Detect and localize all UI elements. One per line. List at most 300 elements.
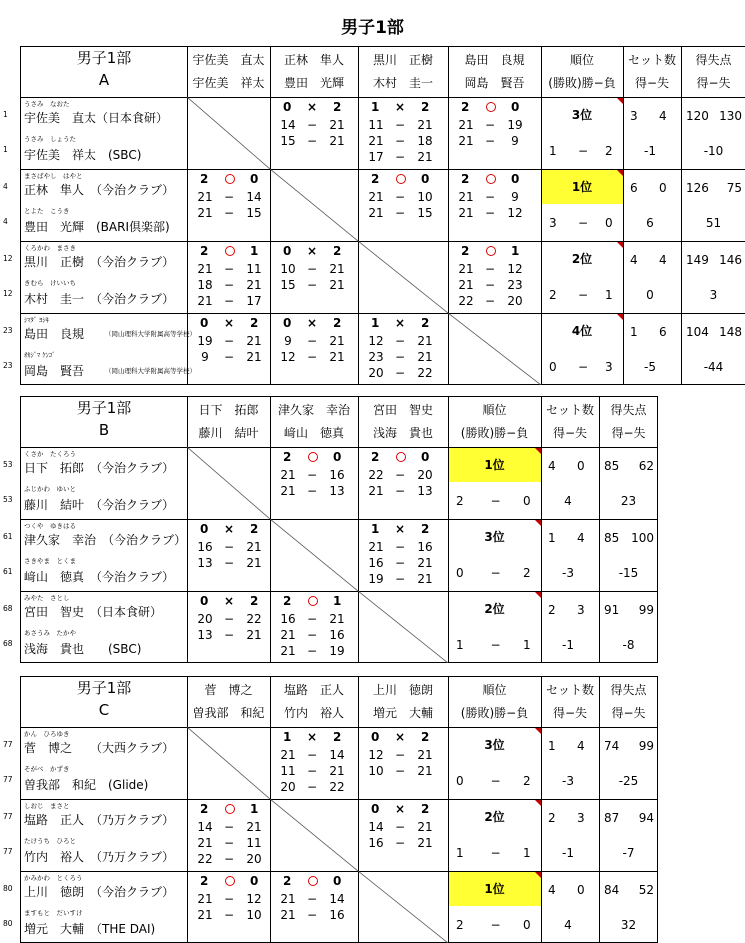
match-score-left: 2 bbox=[200, 802, 209, 816]
summary-subheader: 得−失 bbox=[611, 706, 646, 720]
game-score-a: 21 bbox=[458, 278, 474, 292]
match-result-mark: × bbox=[307, 316, 318, 330]
summary-subheader: 得−失 bbox=[552, 426, 588, 440]
game-score-a: 19 bbox=[368, 572, 384, 586]
player-name: 浅海 貴也 (SBC) bbox=[24, 642, 142, 656]
match-score-right: 1 bbox=[511, 244, 520, 258]
game-dash: − bbox=[307, 780, 318, 794]
game-score-a: 17 bbox=[368, 150, 384, 164]
summary-header: セット数 bbox=[545, 683, 594, 697]
game-dash: − bbox=[395, 118, 406, 132]
player-name: 宮田 智史 （日本食研） bbox=[24, 605, 163, 619]
game-score-b: 14 bbox=[246, 190, 262, 204]
player-kana: かん ひろゆき bbox=[24, 730, 70, 738]
player-kana: うさみ なおた bbox=[24, 100, 70, 108]
summary-subheader: 得−失 bbox=[696, 76, 731, 90]
record-dash: − bbox=[490, 494, 501, 508]
game-dash: − bbox=[395, 190, 406, 204]
game-score-b: 21 bbox=[246, 350, 262, 364]
game-score-b: 17 bbox=[246, 294, 262, 308]
game-score-a: 21 bbox=[458, 118, 474, 132]
self-match-diagonal bbox=[187, 447, 270, 519]
header-divider bbox=[21, 447, 657, 448]
sets-lost: 0 bbox=[577, 883, 585, 897]
points-won: 120 bbox=[686, 109, 709, 123]
sets-diff: 4 bbox=[564, 918, 572, 932]
game-score-b: 21 bbox=[246, 540, 262, 554]
match-score-right: 0 bbox=[333, 450, 342, 464]
sets-lost: 4 bbox=[577, 531, 585, 545]
opponent-header-1: 宮田 智史 bbox=[372, 403, 433, 417]
game-score-a: 19 bbox=[197, 334, 213, 348]
sets-won: 1 bbox=[548, 531, 556, 545]
game-score-a: 14 bbox=[368, 820, 384, 834]
game-score-a: 21 bbox=[280, 628, 296, 642]
game-dash: − bbox=[307, 334, 318, 348]
win-circle-icon bbox=[308, 876, 318, 886]
game-dash: − bbox=[485, 206, 496, 220]
game-dash: − bbox=[307, 484, 318, 498]
game-score-a: 21 bbox=[197, 206, 213, 220]
game-score-a: 21 bbox=[458, 134, 474, 148]
match-score-left: 0 bbox=[283, 316, 292, 330]
rank: 1位 bbox=[484, 458, 505, 472]
points-lost: 146 bbox=[719, 253, 742, 267]
game-dash: − bbox=[395, 134, 406, 148]
game-score-b: 21 bbox=[417, 118, 433, 132]
sets-diff: -3 bbox=[562, 774, 574, 788]
game-score-b: 21 bbox=[329, 764, 345, 778]
game-score-a: 23 bbox=[368, 350, 384, 364]
group-table-B bbox=[3, 396, 658, 663]
points-lost: 99 bbox=[638, 603, 654, 617]
points-lost: 130 bbox=[719, 109, 742, 123]
match-score-left: 2 bbox=[283, 874, 292, 888]
player-kana: まさばやし はやと bbox=[24, 172, 83, 180]
player-name: 島田 良規 bbox=[24, 327, 85, 341]
win-circle-icon bbox=[396, 452, 406, 462]
game-score-b: 22 bbox=[246, 612, 262, 626]
game-score-a: 21 bbox=[280, 908, 296, 922]
seed-number: 12 bbox=[3, 289, 13, 298]
game-dash: − bbox=[224, 908, 235, 922]
record-dash: − bbox=[578, 144, 589, 158]
opponent-header-2: 﨑山 徳真 bbox=[283, 426, 344, 440]
game-score-b: 19 bbox=[329, 644, 345, 658]
sets-diff: -3 bbox=[562, 566, 574, 580]
player-kana: ｵｶｼﾞﾏ ｹﾝｺﾞ bbox=[24, 351, 56, 359]
losses: 1 bbox=[523, 638, 531, 652]
row-divider bbox=[21, 169, 745, 170]
game-score-b: 18 bbox=[417, 134, 433, 148]
match-score-left: 0 bbox=[200, 316, 209, 330]
points-won: 85 bbox=[604, 531, 620, 545]
game-dash: − bbox=[307, 278, 318, 292]
block-name: 男子1部 bbox=[76, 399, 132, 417]
comment-flag-icon bbox=[617, 170, 623, 176]
comment-flag-icon bbox=[535, 728, 541, 734]
summary-subheader: 得−失 bbox=[634, 76, 670, 90]
block-name: 男子1部 bbox=[76, 679, 132, 697]
points-diff: -44 bbox=[703, 360, 724, 374]
seed-number: 80 bbox=[3, 919, 13, 928]
summary-subheader: (勝敗)勝−負 bbox=[460, 426, 529, 440]
rank: 2位 bbox=[571, 252, 593, 266]
points-diff: 3 bbox=[709, 288, 718, 302]
player-name: 塩路 正人 （乃万クラブ） bbox=[24, 813, 175, 827]
game-score-a: 14 bbox=[280, 118, 296, 132]
self-match-diagonal bbox=[358, 241, 448, 313]
record-dash: − bbox=[490, 638, 501, 652]
match-result-mark: × bbox=[307, 100, 318, 114]
wins: 0 bbox=[549, 360, 557, 374]
game-score-b: 21 bbox=[417, 334, 433, 348]
win-circle-icon bbox=[486, 174, 496, 184]
losses: 1 bbox=[605, 288, 613, 302]
game-score-a: 15 bbox=[280, 278, 296, 292]
opponent-header-1: 津久家 幸治 bbox=[277, 403, 350, 417]
game-score-a: 16 bbox=[368, 556, 384, 570]
match-score-right: 1 bbox=[250, 244, 259, 258]
seed-number: 68 bbox=[3, 604, 13, 613]
comment-flag-icon bbox=[617, 98, 623, 104]
match-score-right: 2 bbox=[421, 802, 430, 816]
wins: 0 bbox=[456, 566, 464, 580]
sets-won: 4 bbox=[630, 253, 638, 267]
game-score-b: 21 bbox=[329, 334, 345, 348]
points-diff: -7 bbox=[622, 846, 635, 860]
sets-won: 4 bbox=[548, 459, 556, 473]
points-lost: 100 bbox=[631, 531, 654, 545]
opponent-header-2: 豊田 光輝 bbox=[283, 76, 344, 90]
game-dash: − bbox=[307, 748, 318, 762]
page-title: 男子1部 bbox=[341, 18, 404, 38]
player-kana: ｼﾏﾀﾞ ﾖｼｷ bbox=[24, 316, 49, 324]
points-won: 74 bbox=[604, 739, 620, 753]
match-score-left: 2 bbox=[283, 450, 292, 464]
game-dash: − bbox=[307, 262, 318, 276]
seed-number: 80 bbox=[3, 884, 13, 893]
game-dash: − bbox=[395, 468, 406, 482]
game-dash: − bbox=[395, 484, 406, 498]
wins: 0 bbox=[456, 774, 464, 788]
game-score-b: 21 bbox=[246, 820, 262, 834]
game-dash: − bbox=[307, 612, 318, 626]
game-dash: − bbox=[224, 540, 235, 554]
opponent-header-2: 曽我部 和紀 bbox=[192, 706, 265, 720]
game-score-a: 22 bbox=[197, 852, 213, 866]
points-won: 87 bbox=[604, 811, 620, 825]
opponent-header-1: 日下 拓郎 bbox=[198, 403, 259, 417]
rank: 1位 bbox=[571, 180, 593, 194]
match-score-left: 0 bbox=[200, 594, 209, 608]
summary-subheader: (勝敗)勝−負 bbox=[460, 706, 529, 720]
seed-number: 23 bbox=[3, 361, 13, 370]
player-name: 竹内 裕人 （乃万クラブ） bbox=[24, 850, 175, 864]
game-score-a: 18 bbox=[197, 278, 213, 292]
game-score-b: 21 bbox=[417, 556, 433, 570]
game-score-a: 21 bbox=[368, 190, 384, 204]
points-lost: 75 bbox=[726, 181, 742, 195]
player-name: 曽我部 和紀 (Glide) bbox=[24, 778, 149, 792]
player-name: 日下 拓郎 （今治クラブ） bbox=[24, 461, 175, 475]
summary-header: 得失点 bbox=[610, 683, 647, 697]
game-score-b: 20 bbox=[507, 294, 523, 308]
match-score-left: 0 bbox=[283, 100, 292, 114]
game-dash: − bbox=[485, 278, 496, 292]
group-table-C bbox=[3, 676, 658, 943]
sets-lost: 4 bbox=[577, 739, 585, 753]
match-score-right: 2 bbox=[333, 244, 342, 258]
points-lost: 52 bbox=[638, 883, 654, 897]
points-lost: 62 bbox=[638, 459, 654, 473]
game-score-b: 9 bbox=[511, 134, 519, 148]
player-kana: さきやま とくま bbox=[24, 557, 76, 565]
rank: 2位 bbox=[484, 810, 505, 824]
points-won: 104 bbox=[686, 325, 709, 339]
game-score-a: 21 bbox=[458, 262, 474, 276]
seed-number: 12 bbox=[3, 254, 13, 263]
match-score-right: 2 bbox=[421, 100, 430, 114]
opponent-header-2: 木村 圭一 bbox=[372, 76, 433, 90]
game-score-b: 16 bbox=[329, 468, 345, 482]
wins: 3 bbox=[549, 216, 557, 230]
match-score-left: 2 bbox=[200, 244, 209, 258]
opponent-header-1: 上川 徳朗 bbox=[372, 683, 433, 697]
match-score-left: 2 bbox=[461, 244, 470, 258]
seed-number: 77 bbox=[3, 847, 13, 856]
match-score-left: 1 bbox=[371, 522, 380, 536]
opponent-header-1: 菅 博之 bbox=[204, 683, 253, 697]
self-match-diagonal bbox=[270, 169, 358, 241]
game-dash: − bbox=[307, 764, 318, 778]
group-letter: C bbox=[98, 701, 110, 719]
match-score-left: 2 bbox=[461, 172, 470, 186]
player-name: 豊田 光輝 (BARI倶楽部) bbox=[24, 220, 170, 234]
game-dash: − bbox=[395, 556, 406, 570]
match-score-right: 2 bbox=[333, 316, 342, 330]
comment-flag-icon bbox=[535, 872, 541, 878]
game-score-a: 21 bbox=[368, 134, 384, 148]
sets-lost: 6 bbox=[659, 325, 667, 339]
game-score-a: 21 bbox=[280, 484, 296, 498]
player-kana: あさうみ たかや bbox=[24, 629, 76, 637]
rank: 2位 bbox=[484, 602, 505, 616]
game-dash: − bbox=[485, 262, 496, 276]
match-score-left: 2 bbox=[371, 172, 380, 186]
self-match-diagonal bbox=[448, 313, 541, 385]
points-lost: 99 bbox=[638, 739, 654, 753]
game-score-a: 21 bbox=[197, 190, 213, 204]
player-kana: しおじ まさと bbox=[24, 802, 70, 810]
player-name: 藤川 結叶 （今治クラブ） bbox=[24, 498, 175, 512]
game-score-a: 21 bbox=[368, 206, 384, 220]
opponent-header-1: 宇佐美 直太 bbox=[192, 53, 265, 67]
seed-number: 53 bbox=[3, 495, 13, 504]
match-result-mark: × bbox=[395, 316, 406, 330]
points-won: 126 bbox=[686, 181, 709, 195]
game-dash: − bbox=[307, 468, 318, 482]
player-name: 岡島 賢吾 bbox=[24, 364, 85, 378]
player-kana: ふじかわ ゆいと bbox=[24, 485, 76, 493]
record-dash: − bbox=[578, 216, 589, 230]
sets-lost: 4 bbox=[659, 253, 667, 267]
seed-number: 1 bbox=[3, 110, 8, 119]
game-dash: − bbox=[395, 150, 406, 164]
points-lost: 148 bbox=[719, 325, 742, 339]
game-score-b: 21 bbox=[246, 334, 262, 348]
game-score-a: 16 bbox=[280, 612, 296, 626]
opponent-header-2: 宇佐美 祥太 bbox=[192, 76, 265, 90]
player-kana: そがべ かずき bbox=[24, 765, 70, 773]
game-score-b: 19 bbox=[507, 118, 523, 132]
seed-number: 61 bbox=[3, 532, 13, 541]
points-diff: 23 bbox=[620, 494, 637, 508]
game-dash: − bbox=[224, 278, 235, 292]
sets-diff: -1 bbox=[562, 638, 574, 652]
sets-won: 4 bbox=[548, 883, 556, 897]
game-score-a: 21 bbox=[197, 892, 213, 906]
game-score-b: 9 bbox=[511, 190, 519, 204]
game-score-b: 21 bbox=[417, 748, 433, 762]
comment-flag-icon bbox=[535, 520, 541, 526]
game-dash: − bbox=[224, 892, 235, 906]
rank: 1位 bbox=[484, 882, 505, 896]
game-dash: − bbox=[485, 190, 496, 204]
game-dash: − bbox=[485, 294, 496, 308]
match-score-right: 0 bbox=[250, 172, 259, 186]
group-table-A bbox=[3, 46, 745, 385]
game-score-a: 21 bbox=[197, 262, 213, 276]
record-dash: − bbox=[490, 846, 501, 860]
game-score-b: 21 bbox=[417, 350, 433, 364]
losses: 2 bbox=[523, 566, 531, 580]
player-kana: ますもと だいすけ bbox=[24, 909, 83, 917]
opponent-header-1: 黒川 正樹 bbox=[372, 53, 433, 67]
match-result-mark: × bbox=[395, 522, 406, 536]
sets-won: 1 bbox=[548, 739, 556, 753]
match-score-right: 0 bbox=[511, 100, 520, 114]
match-score-right: 2 bbox=[421, 316, 430, 330]
player-club: （岡山理科大学附属高等学校） bbox=[105, 367, 196, 375]
self-match-diagonal bbox=[270, 519, 358, 591]
game-dash: − bbox=[307, 892, 318, 906]
sets-won: 2 bbox=[548, 603, 556, 617]
wins: 1 bbox=[549, 144, 557, 158]
losses: 0 bbox=[605, 216, 613, 230]
sets-won: 1 bbox=[630, 325, 638, 339]
seed-number: 68 bbox=[3, 639, 13, 648]
player-kana: うさみ しょうた bbox=[24, 135, 76, 143]
win-circle-icon bbox=[308, 452, 318, 462]
opponent-header-1: 島田 良規 bbox=[464, 53, 525, 67]
summary-subheader: 得−失 bbox=[552, 706, 588, 720]
player-name: 津久家 幸治 （今治クラブ） bbox=[24, 533, 187, 547]
win-circle-icon bbox=[225, 876, 235, 886]
game-score-a: 13 bbox=[197, 556, 213, 570]
match-score-right: 0 bbox=[421, 172, 430, 186]
comment-flag-icon bbox=[535, 448, 541, 454]
game-dash: − bbox=[224, 820, 235, 834]
match-score-left: 2 bbox=[200, 172, 209, 186]
game-score-b: 14 bbox=[329, 748, 345, 762]
win-circle-icon bbox=[225, 246, 235, 256]
game-dash: − bbox=[224, 190, 235, 204]
record-dash: − bbox=[490, 774, 501, 788]
game-score-b: 22 bbox=[417, 366, 433, 380]
game-score-b: 21 bbox=[417, 764, 433, 778]
summary-header: 順位 bbox=[482, 403, 507, 417]
game-score-b: 21 bbox=[417, 572, 433, 586]
losses: 3 bbox=[605, 360, 613, 374]
game-score-b: 12 bbox=[246, 892, 262, 906]
record-dash: − bbox=[490, 918, 501, 932]
win-circle-icon bbox=[225, 804, 235, 814]
points-diff: 51 bbox=[705, 216, 722, 230]
game-score-b: 15 bbox=[417, 206, 433, 220]
win-circle-icon bbox=[396, 174, 406, 184]
game-dash: − bbox=[224, 556, 235, 570]
game-dash: − bbox=[395, 334, 406, 348]
losses: 1 bbox=[523, 846, 531, 860]
game-dash: − bbox=[307, 350, 318, 364]
self-match-diagonal bbox=[187, 727, 270, 799]
seed-number: 77 bbox=[3, 812, 13, 821]
match-score-right: 0 bbox=[511, 172, 520, 186]
player-name: 木村 圭一 （今治クラブ） bbox=[24, 292, 175, 306]
game-score-a: 21 bbox=[458, 206, 474, 220]
header-divider bbox=[21, 727, 657, 728]
player-name: 宇佐美 直太（日本食研） bbox=[24, 111, 169, 125]
game-dash: − bbox=[395, 836, 406, 850]
game-score-a: 16 bbox=[197, 540, 213, 554]
game-dash: − bbox=[224, 294, 235, 308]
game-dash: − bbox=[307, 118, 318, 132]
opponent-header-2: 藤川 結叶 bbox=[198, 426, 259, 440]
game-dash: − bbox=[224, 262, 235, 276]
player-kana: くさか たくろう bbox=[24, 450, 76, 458]
game-score-b: 20 bbox=[417, 468, 433, 482]
player-name: 黒川 正樹 （今治クラブ） bbox=[24, 255, 175, 269]
row-divider bbox=[21, 313, 745, 314]
points-diff: -10 bbox=[703, 144, 724, 158]
seed-number: 1 bbox=[3, 145, 8, 154]
match-score-right: 2 bbox=[333, 730, 342, 744]
player-kana: とよた こうき bbox=[24, 207, 70, 215]
game-score-b: 21 bbox=[329, 134, 345, 148]
game-score-b: 21 bbox=[329, 118, 345, 132]
match-score-right: 1 bbox=[333, 594, 342, 608]
points-won: 91 bbox=[604, 603, 620, 617]
win-circle-icon bbox=[308, 596, 318, 606]
game-score-a: 21 bbox=[458, 190, 474, 204]
summary-header: 順位 bbox=[569, 53, 594, 67]
points-lost: 94 bbox=[638, 811, 654, 825]
game-score-a: 12 bbox=[280, 350, 296, 364]
game-score-b: 16 bbox=[329, 628, 345, 642]
sets-diff: -1 bbox=[644, 144, 656, 158]
game-score-a: 11 bbox=[368, 118, 384, 132]
game-dash: − bbox=[224, 350, 235, 364]
wins: 2 bbox=[456, 494, 464, 508]
game-dash: − bbox=[307, 644, 318, 658]
rank: 3位 bbox=[484, 530, 505, 544]
game-score-b: 10 bbox=[246, 908, 262, 922]
seed-number: 4 bbox=[3, 217, 8, 226]
opponent-header-1: 塩路 正人 bbox=[283, 683, 344, 697]
comment-flag-icon bbox=[535, 800, 541, 806]
player-name: 宇佐美 祥太 (SBC) bbox=[24, 148, 142, 162]
